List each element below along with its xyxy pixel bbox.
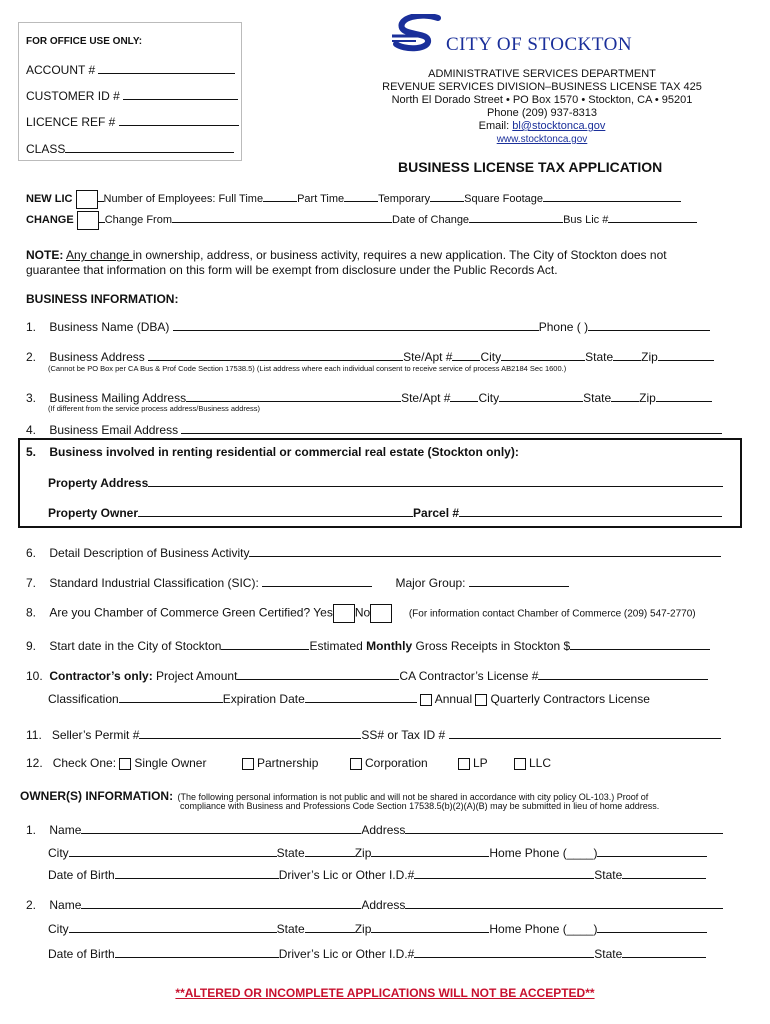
q3-row xyxy=(26,389,712,405)
tax-id-label: SS# or Tax ID # xyxy=(361,728,446,742)
lp-checkbox[interactable] xyxy=(458,758,470,770)
q10-label: Contractor’s only: xyxy=(49,669,153,683)
owner2-city-label: City xyxy=(48,922,69,936)
owner2-state-label: State xyxy=(276,922,305,936)
q4-row xyxy=(26,421,722,437)
quarterly-label: Quarterly Contractors License xyxy=(490,692,650,706)
owner2-state-field[interactable] xyxy=(305,920,355,933)
email-label: Email: xyxy=(478,120,513,132)
city-label-2: City xyxy=(478,391,500,405)
owner2-name-label: Name xyxy=(49,898,82,912)
change-from-label: Change From xyxy=(104,214,172,226)
licence-ref-label: LICENCE REF # xyxy=(26,115,116,129)
city-field[interactable] xyxy=(501,348,585,361)
property-owner-label: Property Owner xyxy=(48,506,139,520)
q9-number: 9. xyxy=(26,639,37,653)
owner1-phone-label: Home Phone (____) xyxy=(489,846,598,860)
q8-note: (For information contact Chamber of Commerce (209) 547-2770) xyxy=(408,608,696,620)
owner2-dob-field[interactable] xyxy=(115,945,279,958)
footer-warning: **ALTERED OR INCOMPLETE APPLICATIONS WILL NOT BE ACCEPTED** xyxy=(175,986,595,1000)
q5-number: 5. xyxy=(26,445,37,459)
owner2-dob-label: Date of Birth xyxy=(48,947,115,961)
major-group-field[interactable] xyxy=(469,574,569,587)
website-row xyxy=(378,134,706,145)
dept-address: North El Dorado Street • PO Box 1570 • Stockton, CA • 95201 xyxy=(391,94,693,106)
licence-ref-field[interactable] xyxy=(26,113,239,129)
bus-lic-field[interactable] xyxy=(608,210,697,223)
date-of-change-label: Date of Change xyxy=(392,214,470,226)
classification-field[interactable] xyxy=(119,690,223,703)
owner2-id-field[interactable] xyxy=(414,945,594,958)
q12-number: 12. xyxy=(26,756,43,770)
note-line1 xyxy=(26,248,667,262)
city-name: CITY OF STOCKTON xyxy=(446,34,633,55)
owners-heading: OWNER(S) INFORMATION: xyxy=(20,789,174,803)
ste-apt-label: Ste/Apt # xyxy=(403,350,453,364)
classification-label: Classification xyxy=(48,692,119,706)
city-field-2[interactable] xyxy=(499,389,583,402)
owner2-phone-field[interactable] xyxy=(597,920,707,933)
owner1-state-label: State xyxy=(276,846,305,860)
property-address-row xyxy=(48,474,723,490)
q1-number: 1. xyxy=(26,320,37,334)
no-label: No xyxy=(354,605,371,620)
q12-row xyxy=(26,756,206,770)
q3-note: (If different from the service process address/Business address) xyxy=(48,404,261,413)
business-email-field[interactable] xyxy=(181,421,722,434)
owner1-name-field[interactable] xyxy=(81,821,361,834)
state-field[interactable] xyxy=(613,348,641,361)
q6-number: 6. xyxy=(26,546,37,560)
customer-id-field[interactable] xyxy=(26,87,238,103)
owner1-id-label: Driver’s Lic or Other I.D.# xyxy=(278,868,415,882)
form-title: BUSINESS LICENSE TAX APPLICATION xyxy=(398,159,663,175)
parcel-label: Parcel # xyxy=(413,506,460,520)
class-field[interactable] xyxy=(26,140,234,156)
activity-description-field[interactable] xyxy=(249,544,721,557)
property-owner-row xyxy=(48,504,722,520)
owner2-id-state-field[interactable] xyxy=(622,945,706,958)
expiration-field[interactable] xyxy=(305,690,417,703)
business-address-field[interactable] xyxy=(148,348,403,361)
owners-note-1: (The following personal information is not public and will not be shared in accordance with city policy OL-103.) Proof of xyxy=(177,792,649,802)
project-amount-label: Project Amount xyxy=(152,669,238,683)
change-checkbox[interactable] xyxy=(77,211,99,230)
owner2-number: 2. xyxy=(26,898,37,912)
partnership-label: Partnership xyxy=(257,756,319,770)
llc-label: LLC xyxy=(529,756,552,770)
owner2-city-field[interactable] xyxy=(69,920,277,933)
square-footage-field[interactable] xyxy=(543,189,681,202)
quarterly-checkbox[interactable] xyxy=(475,694,487,706)
sellers-permit-field[interactable] xyxy=(139,726,361,739)
owner1-city-label: City xyxy=(48,846,69,860)
q4-number: 4. xyxy=(26,423,37,437)
corporation-option xyxy=(350,756,428,770)
note-line2: guarantee that information on this form will be exempt from disclosure under the Public Records Act. xyxy=(26,263,558,277)
owner1-dob-field[interactable] xyxy=(115,866,279,879)
ste-apt-field[interactable] xyxy=(452,348,480,361)
major-group-label: Major Group: xyxy=(395,576,466,590)
owner1-id-state-label: State xyxy=(594,868,623,882)
owner1-name-label: Name xyxy=(49,823,82,837)
owner2-id-state-label: State xyxy=(594,947,623,961)
ca-license-label: CA Contractor’s License # xyxy=(399,669,539,683)
q11-number: 11. xyxy=(26,728,42,742)
property-address-label: Property Address xyxy=(48,476,149,490)
owner1-id-state-field[interactable] xyxy=(622,866,706,879)
corporation-label: Corporation xyxy=(365,756,428,770)
q11-row xyxy=(26,726,721,742)
dept-phone: Phone (209) 937-8313 xyxy=(486,107,598,119)
q10-number: 10. xyxy=(26,669,43,683)
class-label: CLASS xyxy=(26,142,66,156)
bus-lic-label: Bus Lic # xyxy=(563,214,609,226)
business-info-heading: BUSINESS INFORMATION: xyxy=(26,292,179,306)
new-lic-checkbox[interactable] xyxy=(76,190,98,209)
llc-checkbox[interactable] xyxy=(514,758,526,770)
zip-field-2[interactable] xyxy=(656,389,712,402)
business-phone-field[interactable] xyxy=(588,318,710,331)
q9-row xyxy=(26,637,710,653)
owner1-name-row xyxy=(26,821,723,837)
q8-number: 8. xyxy=(26,605,37,620)
account-label: ACCOUNT # xyxy=(26,63,96,77)
ste-apt-label-2: Ste/Apt # xyxy=(401,391,451,405)
state-label: State xyxy=(585,350,614,364)
change-row xyxy=(26,210,697,230)
email-link[interactable]: bl@stocktonca.gov xyxy=(512,120,606,132)
expiration-label: Expiration Date xyxy=(222,692,305,706)
q8-label: Are you Chamber of Commerce Green Certified? Yes xyxy=(49,605,333,620)
owner1-id-field[interactable] xyxy=(414,866,594,879)
part-time-label: Part Time xyxy=(297,193,345,205)
q3-label: Business Mailing Address xyxy=(49,391,187,405)
owner1-state-field[interactable] xyxy=(305,844,355,857)
owner2-phone-label: Home Phone (____) xyxy=(489,922,598,936)
zip-field[interactable] xyxy=(658,348,714,361)
q2-row xyxy=(26,348,714,364)
square-footage-label: Square Footage xyxy=(464,193,544,205)
division-name: REVENUE SERVICES DIVISION–BUSINESS LICENSE TAX 425 xyxy=(382,81,702,93)
business-name-field[interactable] xyxy=(173,318,539,331)
owners-note-2: compliance with Business and Professions Code Section 17538.5(b)(2)(A)(B) may be submitted in lieu of home address. xyxy=(180,801,660,811)
city-logo xyxy=(390,14,446,59)
single-owner-label: Single Owner xyxy=(134,756,207,770)
owner1-address-label: Address xyxy=(361,823,406,837)
q2-number: 2. xyxy=(26,350,37,364)
owner1-dob-label: Date of Birth xyxy=(48,868,115,882)
owner2-id-label: Driver’s Lic or Other I.D.# xyxy=(278,947,415,961)
owner1-number: 1. xyxy=(26,823,37,837)
parcel-field[interactable] xyxy=(459,504,722,517)
corporation-checkbox[interactable] xyxy=(350,758,362,770)
owner2-name-row xyxy=(26,896,723,912)
q6-row xyxy=(26,544,721,560)
owner2-address-label: Address xyxy=(361,898,406,912)
q7-label: Standard Industrial Classification (SIC): xyxy=(49,576,259,590)
single-owner-checkbox[interactable] xyxy=(119,758,131,770)
annual-checkbox[interactable] xyxy=(420,694,432,706)
start-date-field[interactable] xyxy=(221,637,309,650)
stockton-s-icon xyxy=(390,14,446,54)
sellers-permit-label: Seller’s Permit # xyxy=(51,728,140,742)
monthly-label: Monthly xyxy=(366,639,413,653)
ste-apt-field-2[interactable] xyxy=(450,389,478,402)
check-one-label: Check One: xyxy=(52,756,117,770)
lp-option xyxy=(458,756,488,770)
mailing-address-field[interactable] xyxy=(186,389,401,402)
date-of-change-field[interactable] xyxy=(469,210,563,223)
change-from-field[interactable] xyxy=(172,210,392,223)
q5-label: Business involved in renting residential or commercial real estate (Stockton only): xyxy=(49,445,519,459)
q7-number: 7. xyxy=(26,576,37,590)
owner2-city-row xyxy=(48,920,707,936)
website-link[interactable]: www.stocktonca.gov xyxy=(496,134,588,145)
new-lic-row xyxy=(26,189,681,209)
q7-row xyxy=(26,574,569,590)
change-label: CHANGE xyxy=(26,214,74,226)
full-time-field[interactable] xyxy=(263,189,297,202)
tax-id-field[interactable] xyxy=(449,726,721,739)
dept-name: ADMINISTRATIVE SERVICES DEPARTMENT xyxy=(428,68,656,80)
gross-receipts-label: Gross Receipts in Stockton $ xyxy=(412,639,571,653)
q1-label: Business Name (DBA) xyxy=(49,320,170,334)
q5-row xyxy=(26,445,519,459)
q2-label: Business Address xyxy=(49,350,145,364)
part-time-field[interactable] xyxy=(344,189,378,202)
partnership-option xyxy=(242,756,318,770)
green-certified-yes-checkbox[interactable] xyxy=(333,604,355,623)
q9-label: Start date in the City of Stockton xyxy=(49,639,222,653)
zip-label: Zip xyxy=(641,350,658,364)
owner1-dob-row xyxy=(48,866,706,882)
new-lic-label: NEW LIC xyxy=(26,193,73,205)
dept-email xyxy=(378,120,706,132)
q1-row xyxy=(26,318,710,334)
state-field-2[interactable] xyxy=(611,389,639,402)
state-label-2: State xyxy=(583,391,612,405)
owner2-dob-row xyxy=(48,945,706,961)
owner2-zip-field[interactable] xyxy=(371,920,489,933)
estimated-label: Estimated xyxy=(309,639,367,653)
owner1-city-field[interactable] xyxy=(69,844,277,857)
zip-label-2: Zip xyxy=(639,391,656,405)
num-employees-label: Number of Employees: Full Time xyxy=(103,193,264,205)
classification-row xyxy=(48,690,650,706)
owner1-zip-label: Zip xyxy=(354,846,372,860)
note-label: NOTE: xyxy=(26,248,64,262)
ca-license-field[interactable] xyxy=(538,667,708,680)
owner2-name-field[interactable] xyxy=(81,896,361,909)
property-address-field[interactable] xyxy=(148,474,723,487)
q10-row xyxy=(26,667,708,683)
owner2-address-field[interactable] xyxy=(405,896,723,909)
q3-number: 3. xyxy=(26,391,37,405)
q6-label: Detail Description of Business Activity xyxy=(49,546,250,560)
property-owner-field[interactable] xyxy=(138,504,413,517)
owner1-address-field[interactable] xyxy=(405,821,723,834)
gross-receipts-field[interactable] xyxy=(570,637,710,650)
project-amount-field[interactable] xyxy=(237,667,399,680)
city-label: City xyxy=(480,350,502,364)
owner2-zip-label: Zip xyxy=(354,922,372,936)
annual-label: Annual xyxy=(434,692,473,706)
office-use-header: FOR OFFICE USE ONLY: xyxy=(26,36,143,47)
temporary-field[interactable] xyxy=(430,189,464,202)
account-field[interactable] xyxy=(26,61,235,77)
owner1-zip-field[interactable] xyxy=(371,844,489,857)
sic-field[interactable] xyxy=(262,574,372,587)
note-text-1: in ownership, address, or business activity, requires a new application. The City of Stockton does not xyxy=(132,248,667,262)
q8-row xyxy=(26,604,696,623)
temporary-label: Temporary xyxy=(378,193,431,205)
note-underlined: Any change xyxy=(66,248,133,262)
llc-option xyxy=(514,756,551,770)
phone-label: Phone ( ) xyxy=(538,320,589,334)
green-certified-no-checkbox[interactable] xyxy=(370,604,392,623)
lp-label: LP xyxy=(473,756,488,770)
owner1-phone-field[interactable] xyxy=(597,844,707,857)
customer-id-label: CUSTOMER ID # xyxy=(26,89,120,103)
q2-note: (Cannot be PO Box per CA Bus & Prof Code Section 17538.5) (List address where each individual consent to receive service of process AB2184 Sec 1600.) xyxy=(48,364,567,373)
q4-label: Business Email Address xyxy=(49,423,179,437)
partnership-checkbox[interactable] xyxy=(242,758,254,770)
owner1-city-row xyxy=(48,844,707,860)
